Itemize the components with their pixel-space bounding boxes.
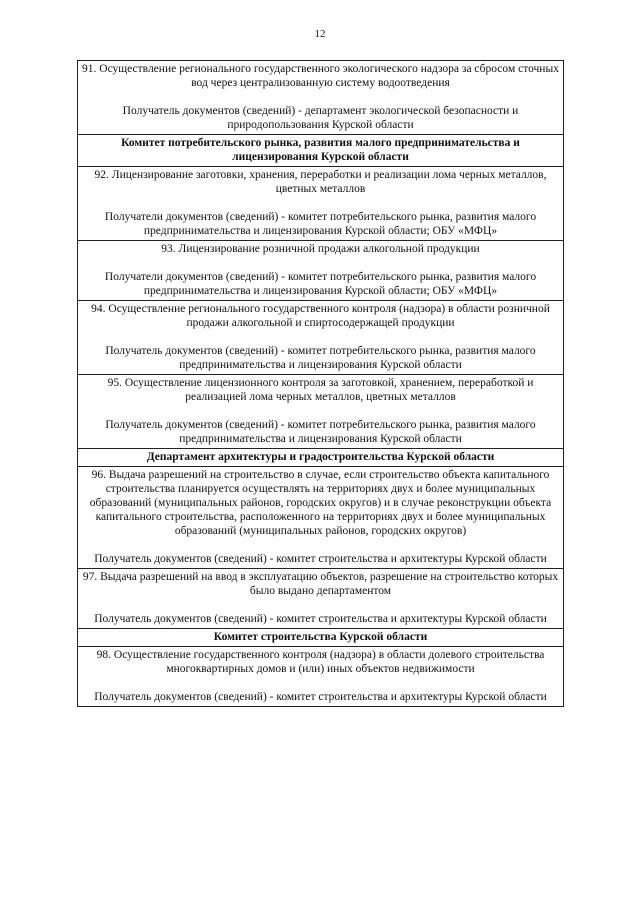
- services-table: [77, 60, 564, 707]
- recipient-text: Получатели документов (сведений) - комитет потребительского рынка, развития малого предпринимательства и лицензирования Курской области; ОБУ «МФЦ»: [104, 271, 537, 297]
- spacer: [82, 598, 559, 612]
- section-heading: [78, 449, 563, 467]
- service-row: [78, 467, 563, 569]
- service-title: 93. Лицензирование розничной продажи алкогольной продукции: [161, 243, 480, 255]
- service-title: 98. Осуществление государственного контроля (надзора) в области долевого строительства многоквартирных домов и (или) иных объектов недвижимости: [96, 649, 545, 675]
- spacer: [82, 90, 559, 104]
- service-title: 96. Выдача разрешений на строительство в случае, если строительство объекта капитального строительства планируется осуществлять на территориях двух и более муниципальных образований (муниципальных районов, городских округов) и в случае реконструкции объекта капитального строительства, расположенного на территориях двух и более муниципальных образований (муниципальных районов, городских округов): [89, 469, 552, 537]
- spacer: [82, 676, 559, 690]
- section-heading: [78, 629, 563, 647]
- recipient-text: Получатель документов (сведений) - комитет строительства и архитектуры Курской области: [94, 691, 547, 703]
- page-number: 12: [314, 28, 326, 40]
- spacer: [82, 256, 559, 270]
- recipient-text: Получатель документов (сведений) - комитет потребительского рынка, развития малого предпринимательства и лицензирования Курской области: [105, 345, 536, 371]
- recipient-text: Получатель документов (сведений) - комитет потребительского рынка, развития малого предпринимательства и лицензирования Курской области: [105, 419, 536, 445]
- service-title: 91. Осуществление регионального государственного экологического надзора за сбросом сточных вод через централизованную систему водоотведения: [82, 63, 559, 89]
- service-row: [78, 61, 563, 135]
- service-title: 97. Выдача разрешений на ввод в эксплуатацию объектов, разрешение на строительство которых было выдано департаментом: [82, 571, 559, 597]
- service-row: [78, 167, 563, 241]
- service-title: 92. Лицензирование заготовки, хранения, переработки и реализации лома черных металлов, цветных металлов: [94, 169, 547, 195]
- service-row: [78, 301, 563, 375]
- spacer: [82, 330, 559, 344]
- service-row: [78, 375, 563, 449]
- spacer: [82, 538, 559, 552]
- section-heading-text: Комитет потребительского рынка, развития малого предпринимательства и лицензирования Курской области: [121, 137, 520, 163]
- service-title: 95. Осуществление лицензионного контроля за заготовкой, хранением, переработкой и реализацией лома черных металлов, цветных металлов: [107, 377, 534, 403]
- spacer: [82, 196, 559, 210]
- section-heading-text: Комитет строительства Курской области: [213, 631, 428, 643]
- spacer: [82, 404, 559, 418]
- recipient-text: Получатель документов (сведений) - комитет строительства и архитектуры Курской области: [94, 553, 547, 565]
- recipient-text: Получатель документов (сведений) - комитет строительства и архитектуры Курской области: [94, 613, 547, 625]
- service-row: [78, 647, 563, 706]
- service-row: [78, 569, 563, 629]
- recipient-text: Получатели документов (сведений) - комитет потребительского рынка, развития малого предпринимательства и лицензирования Курской области; ОБУ «МФЦ»: [104, 211, 537, 237]
- recipient-text: Получатель документов (сведений) - департамент экологической безопасности и природопользования Курской области: [122, 105, 519, 131]
- service-title: 94. Осуществление регионального государственного контроля (надзора) в области розничной продажи алкогольной и спиртосодержащей продукции: [91, 303, 550, 329]
- section-heading: [78, 135, 563, 167]
- service-row: [78, 241, 563, 301]
- section-heading-text: Департамент архитектуры и градостроительства Курской области: [146, 451, 495, 463]
